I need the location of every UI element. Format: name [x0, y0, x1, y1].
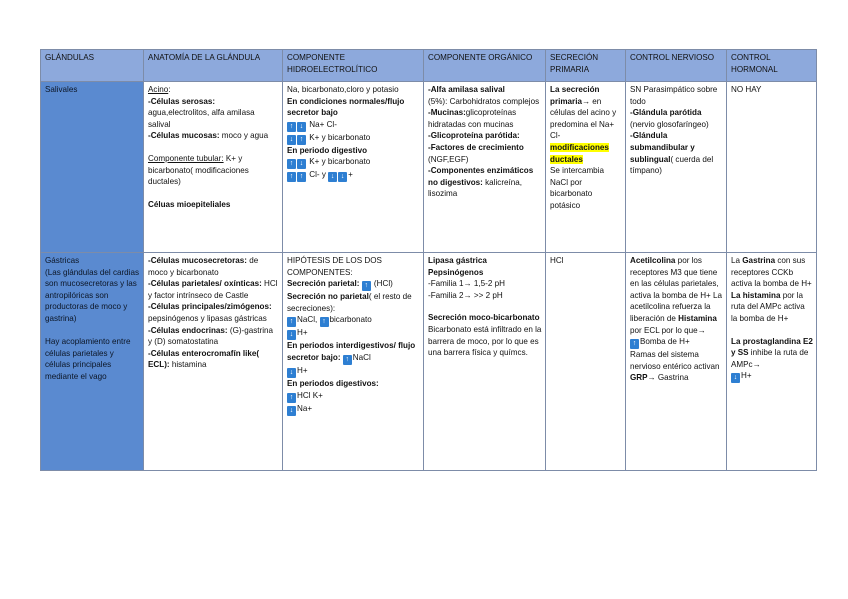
familia2-text: -Familia 2→ >> 2 pH [428, 290, 503, 300]
periodo-digestivo-label: En periodo digestivo [287, 145, 368, 155]
enterico-text: Ramas del sistema nervioso entérico activan [630, 350, 720, 371]
intercambio-text: Se intercambia NaCl por bicarbonato potásico [550, 166, 604, 210]
nacl-text-2: NaCl [352, 352, 371, 362]
up-arrow-icon: ↑ [287, 159, 296, 169]
endocrinas-label: -Células endocrinas: [148, 325, 228, 335]
gastrina-label: Gastrina [742, 256, 776, 265]
up-arrow-icon: ↑ [287, 393, 296, 403]
header-anatomia: ANATOMÍA DE LA GLÁNDULA [144, 50, 283, 82]
pepsinogenos-label: Pepsinógenos [428, 267, 484, 277]
tubular-label: Componente tubular: [148, 153, 224, 163]
secrecion-primaria-label: La secreción primaria [550, 85, 600, 106]
gland-description: Gástricas (Las glándulas del cardias son mucosecretoras y las antropilóricas son productoras de moco y gastrina) Hay acoplamiento entre células parietales y células principales mediante el vago [45, 256, 140, 381]
prostaglandina-label: La prostaglandina E2 y SS [731, 336, 813, 358]
parotida-text: (nervio glosofaríngeo) [630, 119, 709, 129]
hormonal-control-cell [727, 82, 817, 253]
glicoproteina-label: -Glicoproteína parótida: [428, 131, 520, 141]
ecl-label: -Células enterocromafín like( ECL): [148, 348, 260, 370]
serosas-text: agua,electrolitos, alfa amilasa salival [148, 108, 255, 129]
gland-name-cell [41, 253, 144, 471]
no-hay-text: NO HAY [731, 85, 762, 94]
hidro-cell [283, 82, 424, 253]
bicarbonato-text: bicarbonato [329, 315, 372, 325]
organic-cell [424, 82, 546, 253]
nacl-text: NaCl, [297, 315, 318, 325]
alfa-amilasa-label: -Alfa amilasa salival [428, 85, 505, 94]
header-control-nervioso: CONTROL NERVIOSO [626, 50, 727, 82]
down-arrow-icon: ↓ [287, 330, 296, 340]
h-text: H+ [297, 328, 308, 338]
ecl-text: histamina [169, 360, 207, 370]
componentes-label: -Componentes enzimáticos no digestivos: [428, 166, 534, 187]
acino-label: Acino [148, 85, 169, 94]
up-arrow-icon: ↑ [297, 172, 306, 182]
histamina-desc: por la ruta del AMPc activa la bomba de H+ [731, 290, 805, 323]
acetilcolina-label: Acetilcolina [630, 256, 676, 265]
acetilcolina-text: por los receptores M3 que tiene en las células parietales, activa la bomba de H+ La acetilcolina refuerza la liberación de [630, 256, 723, 323]
parotida-label: -Glándula parótida [630, 108, 702, 118]
gland-name: Salivales [45, 85, 78, 94]
header-organico: COMPONENTE ORGÁNICO [424, 50, 546, 82]
endocrinas-text: (G)-gastrina y (D) somatostatina [148, 325, 274, 347]
ecl-text: por ECL por lo que→ [630, 325, 706, 335]
gastrina-desc: con sus receptores CCKb activa la bomba de H+ [731, 256, 812, 289]
down-arrow-icon: ↓ [297, 122, 306, 132]
parietales-label: -Células parietales/ oxínticas: [148, 279, 262, 289]
k-bicarbonato-text-2: K+ y bicarbonato [309, 157, 371, 167]
plus-text: + [348, 170, 353, 180]
lipasa-label: Lipasa gástrica [428, 256, 487, 265]
mucinas-text: glicoproteínas hidratadas con mucinas [428, 108, 517, 129]
hcl-k-text: HCl K+ [297, 390, 323, 400]
hormonal-control-cell [727, 253, 817, 471]
up-arrow-icon: ↑ [287, 172, 296, 182]
resto-secreciones-text: ( el resto de secreciones): [287, 292, 412, 313]
nervous-control-cell [626, 253, 727, 471]
submandibular-label: -Glándula submandibular y sublingual [630, 131, 695, 164]
h-text-2: H+ [297, 365, 308, 375]
down-arrow-icon: ↓ [338, 172, 347, 182]
grp-label: GRP [630, 373, 648, 383]
hcl-primary: HCl [550, 256, 564, 265]
down-arrow-icon: ↓ [328, 172, 337, 182]
mioepiteliales-label: Céluas mioepiteliales [148, 199, 231, 209]
mucosas-text: moco y agua [219, 131, 269, 141]
serosas-label: -Células serosas: [148, 96, 216, 106]
condiciones-normales-label: En condiciones normales/flujo secretor bajo [287, 96, 405, 118]
mucosas-label: -Células mucosas: [148, 131, 220, 141]
down-arrow-icon: ↓ [287, 135, 296, 145]
up-arrow-icon: ↑ [287, 317, 296, 327]
secrecion-no-parietal-label: Secreción no parietal [287, 292, 369, 302]
cl-text: Cl- y [309, 170, 326, 180]
principales-label: -Células principales/zimógenos: [148, 302, 272, 312]
bomba-text: Bomba de H+ [640, 337, 690, 347]
la-text: La [731, 256, 743, 265]
header-hidroelectrolitico: COMPONENTE HIDROELECTROLÍTICO [283, 50, 424, 82]
anatomy-cell [144, 82, 283, 253]
interdigestivos-label: En periodos interdigestivos/ flujo secretor bajo: [287, 341, 416, 362]
prostaglandina-desc: inhibe la ruta de AMPc→ [731, 348, 809, 369]
header-row [41, 50, 817, 82]
mucinas-label: -Mucinas: [428, 108, 466, 118]
histamina-label: Histamina [678, 313, 717, 323]
factores-text: (NGF,EGF) [428, 154, 469, 164]
h-horm-text: H+ [741, 371, 752, 381]
header-control-hormonal: CONTROL HORMONAL [727, 50, 817, 82]
modificaciones-highlight: modificaciones ductales [550, 142, 609, 164]
glands-table [40, 49, 817, 471]
parietales-text: HCl y factor intrínseco de Castle [148, 279, 278, 300]
up-arrow-icon: ↑ [287, 122, 296, 132]
hcl-text: (HCl) [371, 279, 393, 289]
parasimpatico-text: SN Parasimpático sobre todo [630, 85, 718, 106]
up-arrow-icon: ↑ [297, 135, 306, 145]
secrecion-parietal-label: Secreción parietal: [287, 279, 360, 289]
hidro-cell [283, 253, 424, 471]
na-text: Na+ [297, 403, 313, 413]
down-arrow-icon: ↓ [731, 373, 740, 383]
up-arrow-icon: ↑ [630, 339, 639, 349]
organic-cell [424, 253, 546, 471]
primary-secretion-cell [546, 82, 626, 253]
alfa-amilasa-text: (5%): Carbohidratos complejos [428, 96, 540, 106]
k-bicarbonato-text: K+ y bicarbonato [309, 132, 371, 142]
table-row-gastricas [41, 253, 817, 471]
nervous-control-cell [626, 82, 727, 253]
up-arrow-icon: ↑ [343, 355, 352, 365]
secrecion-primaria-text: → en células del acino y predomina el Na+ Cl- [550, 96, 617, 141]
mucosecretoras-label: -Células mucosecretoras: [148, 256, 247, 265]
componentes-text: kalicreína, lisozima [428, 177, 523, 199]
anatomy-cell [144, 253, 283, 471]
primary-secretion-cell [546, 253, 626, 471]
principales-text: pepsinógenos y lipasas gástricas [148, 313, 267, 323]
table-row-salivales [41, 82, 817, 253]
moco-bicarbonato-label: Secreción moco-bicarbonato [428, 313, 540, 323]
colon: : [168, 85, 171, 94]
header-glandulas: GLÁNDULAS [41, 50, 144, 82]
histamina-horm-label: La histamina [731, 290, 781, 300]
moco-bicarbonato-text: Bicarbonato está infiltrado en la barrera de moco, por lo que es una barrera física y químcs. [428, 324, 542, 358]
hidro-intro: Na, bicarbonato,cloro y potasio [287, 85, 399, 94]
down-arrow-icon: ↓ [287, 406, 296, 416]
up-arrow-icon: ↑ [320, 317, 329, 327]
mucosecretoras-text: de moco y bicarbonato [148, 256, 259, 277]
down-arrow-icon: ↓ [297, 159, 306, 169]
digestivos-label: En periodos digestivos: [287, 378, 379, 388]
factores-label: -Factores de crecimiento [428, 142, 524, 152]
tubular-text: K+ y bicarbonato( modificaciones ductales) [148, 153, 249, 187]
familia1-text: -Familia 1→ 1,5-2 pH [428, 279, 505, 289]
nacl-text: Na+ Cl- [309, 119, 337, 129]
hipotesis-text: HIPÓTESIS DE LOS DOS COMPONENTES: [287, 256, 382, 277]
gland-name-cell [41, 82, 144, 253]
down-arrow-icon: ↓ [287, 368, 296, 378]
submandibular-text: ( cuerda del tímpano) [630, 154, 714, 176]
header-secrecion-primaria: SECRECIÓN PRIMARIA [546, 50, 626, 82]
gastrina-text: → Gastrina [647, 373, 689, 383]
up-arrow-icon: ↑ [362, 281, 371, 291]
